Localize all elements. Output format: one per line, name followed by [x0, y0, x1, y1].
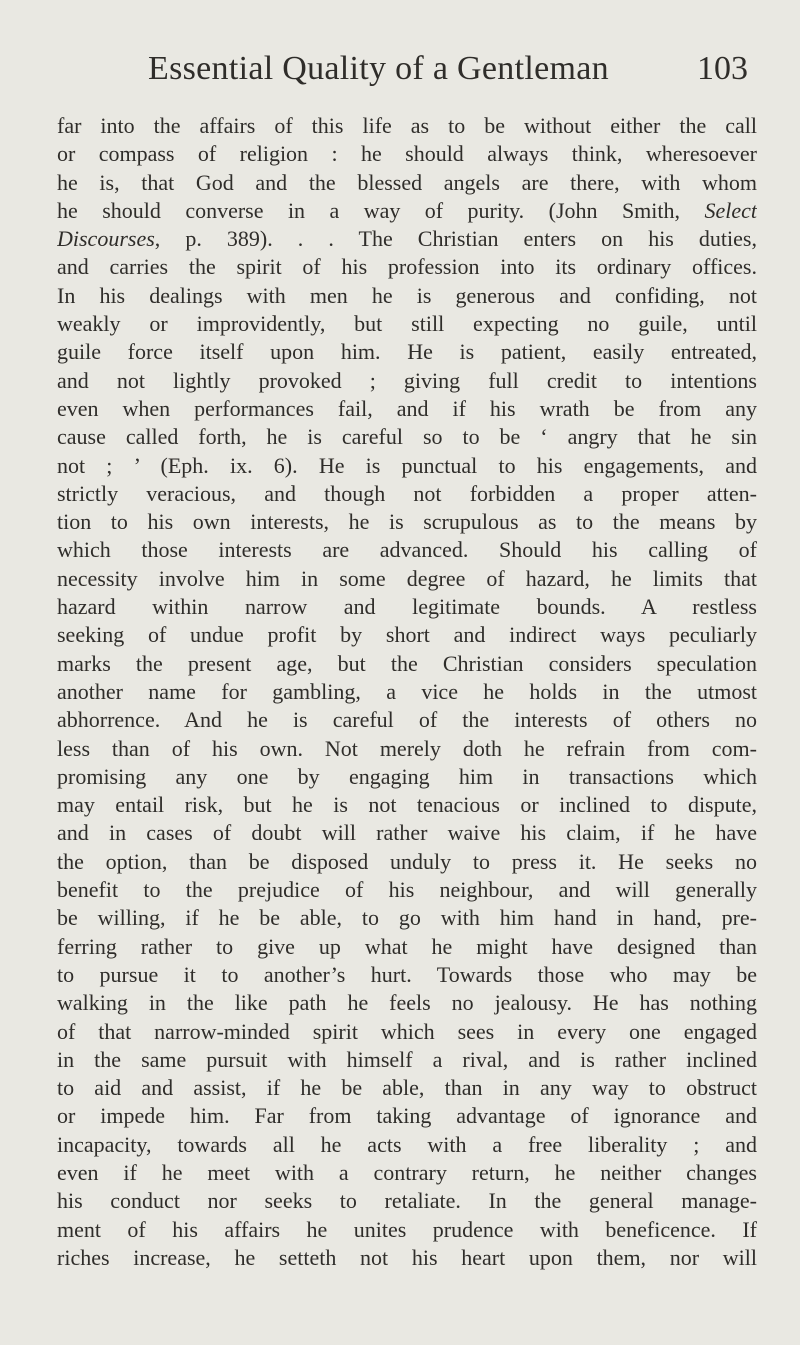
text-line-4-part-1: he should converse in a way of purity. (John Smith,: [57, 197, 705, 223]
text-line-28: benefit to the prejudice of his neighbour, and will generally: [57, 877, 757, 903]
text-line-40: ment of his affairs he unites prudence with beneficence. If: [57, 1216, 757, 1242]
text-line-5-part-2: , p. 389). . . The Christian enters on his duties,: [154, 226, 757, 252]
text-line-34: in the same pursuit with himself a rival, and is rather inclined: [57, 1046, 757, 1072]
text-line-2: or compass of religion : he should always think, wheresoever: [57, 141, 757, 167]
text-line-29: be willing, if he be able, to go with him hand in hand, pre-: [57, 905, 757, 931]
text-line-12: cause called forth, he is careful so to be ‘ angry that he sin: [57, 424, 757, 450]
text-line-1: far into the affairs of this life as to be without either the call: [57, 113, 757, 138]
text-line-14: strictly veracious, and though not forbidden a proper atten-: [57, 480, 757, 506]
text-line-15: tion to his own interests, he is scrupulous as to the means by: [57, 509, 757, 535]
text-line-5: [57, 225, 757, 253]
text-line-17: necessity involve him in some degree of hazard, he limits that: [57, 565, 757, 591]
text-line-27: the option, than be disposed unduly to press it. He seeks no: [57, 848, 757, 874]
text-line-13: not ; ’ (Eph. ix. 6). He is punctual to his engagements, and: [57, 452, 757, 478]
text-line-11: even when performances fail, and if his wrath be from any: [57, 395, 757, 421]
text-line-21: another name for gambling, a vice he holds in the utmost: [57, 678, 757, 704]
text-line-9: guile force itself upon him. He is patient, easily entreated,: [57, 339, 757, 365]
text-line-37: incapacity, towards all he acts with a free liberality ; and: [57, 1131, 757, 1157]
running-title: Essential Quality of a Gentleman: [148, 50, 609, 87]
text-line-36: or impede him. Far from taking advantage of ignorance and: [57, 1103, 757, 1129]
page-header: [148, 50, 748, 96]
text-line-4-italic: Select: [704, 197, 757, 223]
text-line-16: which those interests are advanced. Should his calling of: [57, 537, 757, 563]
text-line-3: he is, that God and the blessed angels are there, with whom: [57, 169, 757, 195]
text-line-39: his conduct nor seeks to retaliate. In the general manage-: [57, 1188, 757, 1214]
page-number: 103: [697, 50, 748, 87]
text-line-7: In his dealings with men he is generous and confiding, not: [57, 282, 757, 308]
text-line-6: and carries the spirit of his profession into its ordinary offices.: [57, 254, 757, 280]
text-line-26: and in cases of doubt will rather waive his claim, if he have: [57, 820, 757, 846]
text-line-4: [57, 197, 757, 225]
text-line-18: hazard within narrow and legitimate bounds. A restless: [57, 594, 757, 620]
text-line-38: even if he meet with a contrary return, he neither changes: [57, 1159, 757, 1185]
text-line-25: may entail risk, but he is not tenacious or inclined to dispute,: [57, 792, 757, 818]
text-line-19: seeking of undue profit by short and indirect ways peculiarly: [57, 622, 757, 648]
body-text: [57, 112, 757, 1272]
text-line-35: to aid and assist, if he be able, than in any way to obstruct: [57, 1075, 757, 1101]
text-line-31: to pursue it to another’s hurt. Towards those who may be: [57, 961, 757, 987]
text-line-22: abhorrence. And he is careful of the interests of others no: [57, 707, 757, 733]
text-line-33: of that narrow-minded spirit which sees in every one engaged: [57, 1018, 757, 1044]
text-line-5-italic: Discourses: [57, 226, 155, 252]
text-line-23: less than of his own. Not merely doth he refrain from com-: [57, 735, 757, 761]
text-line-41: riches increase, he setteth not his heart upon them, nor will: [57, 1244, 757, 1270]
text-line-32: walking in the like path he feels no jealousy. He has nothing: [57, 990, 757, 1016]
text-line-24: promising any one by engaging him in transactions which: [57, 763, 757, 789]
text-line-30: ferring rather to give up what he might have designed than: [57, 933, 757, 959]
text-line-8: weakly or improvidently, but still expecting no guile, until: [57, 311, 757, 337]
text-line-20: marks the present age, but the Christian considers speculation: [57, 650, 757, 676]
text-line-10: and not lightly provoked ; giving full credit to intentions: [57, 367, 757, 393]
